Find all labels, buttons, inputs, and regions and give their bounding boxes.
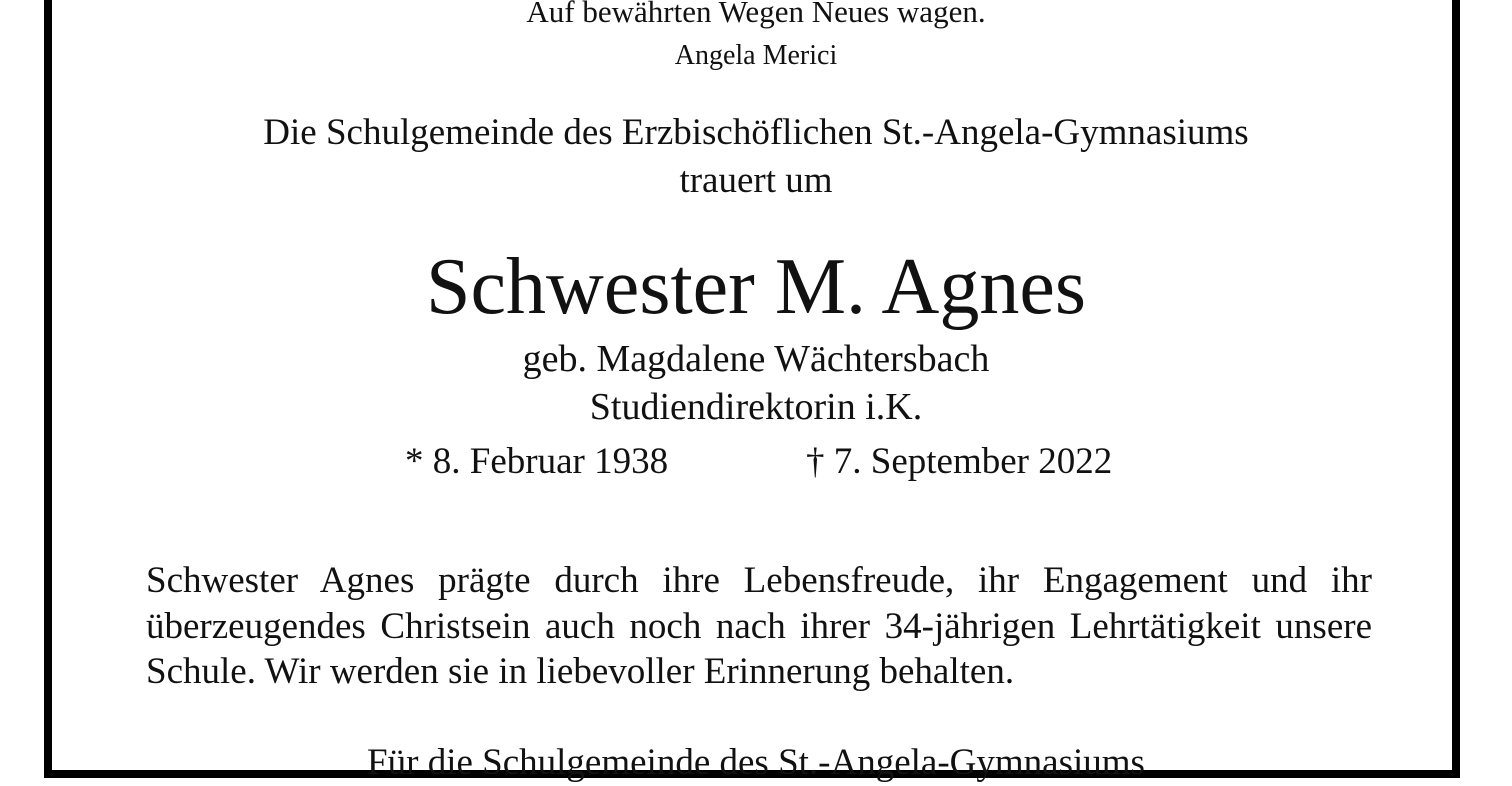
life-dates <box>0 439 1512 485</box>
intro-line: Die Schulgemeinde des Erzbischöflichen St.-Angela-Gymnasiums <box>263 112 1249 153</box>
professional-title: Studiendirektorin i.K. <box>589 386 923 428</box>
deceased-name: Schwester M. Agnes <box>426 243 1086 331</box>
tribute-paragraph: Schwester Agnes prägte durch ihre Lebensfreude, ihr Engagement und ihr überzeugendes Christsein auch noch nach ihrer 34-jährigen Lehrtätigkeit unsere Schule. Wir werden sie in liebevoller Erinnerung behalten. <box>146 560 1372 692</box>
motto-author: Angela Merici <box>674 40 838 71</box>
motto: Auf bewährten Wegen Neues wagen. <box>526 0 986 29</box>
birth-date: * 8. Februar 1938 <box>405 441 669 482</box>
mourning-line: trauert um <box>679 160 833 201</box>
death-date: † 7. September 2022 <box>806 441 1113 482</box>
birth-name: geb. Magdalene Wächtersbach <box>522 338 990 380</box>
signoff-line: Für die Schulgemeinde des St.-Angela-Gymnasiums <box>367 742 1145 783</box>
